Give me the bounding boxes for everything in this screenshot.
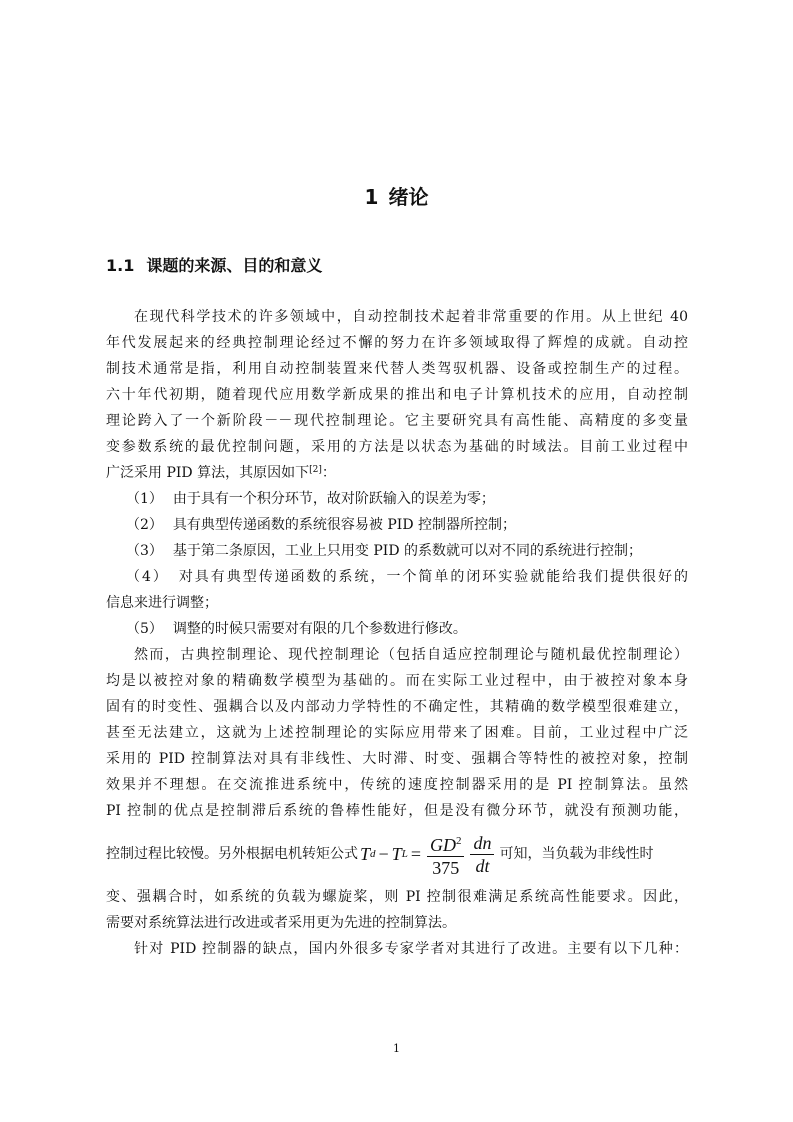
paragraph-line: 制技术通常是指，利用自动控制装置来代替人类驾驭机器、设备或控制生产的过程。 xyxy=(106,361,688,377)
formula-operator: − xyxy=(378,844,389,864)
paragraph-line xyxy=(106,460,688,486)
formula-symbol: T xyxy=(391,844,402,864)
paragraph-line: 六十年代初期，随着现代应用数学新成果的推出和电子计算机技术的应用，自动控制 xyxy=(106,387,688,403)
paragraph-line: 然而，古典控制理论、现代控制理论（包括自适应控制理论与随机最优控制理论） xyxy=(134,647,688,663)
paragraph-line: 在现代科学技术的许多领域中，自动控制技术起着非常重要的作用。从上世纪 40 xyxy=(134,309,688,325)
formula-subscript: L xyxy=(401,848,408,860)
paragraph-text: 控制过程比较慢。另外根据电机转矩公式 xyxy=(106,846,358,862)
formula-symbol: T xyxy=(360,844,371,864)
section-number: 1.1 xyxy=(106,256,135,275)
formula-fraction xyxy=(470,832,494,877)
paragraph-line: 理论跨入了一个新阶段－－现代控制理论。它主要研究具有高性能、高精度的多变量 xyxy=(106,413,688,429)
section-title xyxy=(106,255,322,277)
formula-symbol: GD xyxy=(429,834,456,855)
paragraph-line: 针对 PID 控制器的缺点，国内外很多专家学者对其进行了改进。主要有以下几种： xyxy=(134,941,688,957)
list-item-text: 具有典型传递函数的系统很容易被 PID 控制器所控制； xyxy=(172,517,516,533)
list-item xyxy=(106,512,688,538)
paragraph-line: 年代发展起来的经典控制理论经过不懈的努力在许多领域取得了辉煌的成就。自动控 xyxy=(106,335,688,351)
chapter-title-text: 绪论 xyxy=(388,185,429,209)
list-item-label: （5） xyxy=(126,621,163,637)
list-item xyxy=(106,616,688,642)
formula-subscript: d xyxy=(370,848,376,860)
paragraph-line: 甚至无法建立，这就为上述控制理论的实际应用带来了困难。目前，工业过程中广泛 xyxy=(106,725,688,741)
list-item-label: （1） xyxy=(126,491,163,507)
paragraph-text: 广泛采用 PID 算法，其原因如下 xyxy=(106,465,310,481)
chapter-number: 1 xyxy=(364,185,379,209)
page-number: 1 xyxy=(393,1042,400,1055)
list-item xyxy=(106,486,688,512)
paragraph-line: 均是以被控对象的精确数学模型为基础的。而在实际工业过程中，由于被控对象本身 xyxy=(106,673,688,689)
formula-superscript: 2 xyxy=(455,834,462,847)
list-item-label: （3） xyxy=(126,543,163,559)
formula-operator: = xyxy=(410,844,421,864)
list-item-text: 由于具有一个积分环节，故对阶跃输入的误差为零； xyxy=(172,491,495,507)
list-item-label: （4） xyxy=(126,569,169,585)
paragraph-line: 效果并不理想。在交流推进系统中，传统的速度控制器采用的是 PI 控制算法。虽然 xyxy=(106,777,688,793)
fraction-denominator: dt xyxy=(475,855,490,876)
paragraph-text: 可知，当负载为非线性时 xyxy=(499,846,654,862)
formula-fraction xyxy=(427,830,465,879)
list-item-text: 对具有典型传递函数的系统，一个简单的闭环实验就能给我们提供很好的 xyxy=(178,569,688,585)
list-item-text: 基于第二条原因，工业上只用变 PID 的系数就可以对不同的系统进行控制； xyxy=(172,543,642,559)
list-item-label: （2） xyxy=(126,517,163,533)
paragraph-line-with-formula xyxy=(106,824,688,884)
fraction-numerator xyxy=(427,830,465,857)
chapter-title xyxy=(0,184,793,210)
paragraph-line: PI 控制的优点是控制滞后系统的鲁棒性能好，但是没有微分环节，就没有预测功能， xyxy=(106,803,688,819)
list-item-continuation: 信息来进行调整； xyxy=(106,595,218,611)
paragraph-line: 需要对系统算法进行改进或者采用更为先进的控制算法。 xyxy=(106,915,456,931)
paragraph-line: 变参数系统的最优控制问题，采用的方法是以状态为基础的时域法。目前工业过程中 xyxy=(106,439,688,455)
paragraph-text: ： xyxy=(321,465,336,481)
fraction-numerator: dn xyxy=(470,832,494,855)
list-item xyxy=(106,538,688,564)
citation-reference: [2] xyxy=(309,465,322,475)
list-item xyxy=(106,564,688,590)
list-item-text: 调整的时候只需要对有限的几个参数进行修改。 xyxy=(172,621,467,637)
section-title-text: 课题的来源、目的和意义 xyxy=(146,256,323,275)
paragraph-line: 采用的 PID 控制算法对具有非线性、大时滞、时变、强耦合等特性的被控对象，控制 xyxy=(106,751,688,767)
fraction-denominator: 375 xyxy=(432,857,460,878)
paragraph-line: 变、强耦合时，如系统的负载为螺旋桨，则 PI 控制很难满足系统高性能要求。因此， xyxy=(106,889,688,905)
paragraph-line: 固有的时变性、强耦合以及内部动力学特性的不确定性，其精确的数学模型很难建立， xyxy=(106,699,688,715)
body-text xyxy=(106,304,688,962)
torque-formula xyxy=(360,830,497,879)
